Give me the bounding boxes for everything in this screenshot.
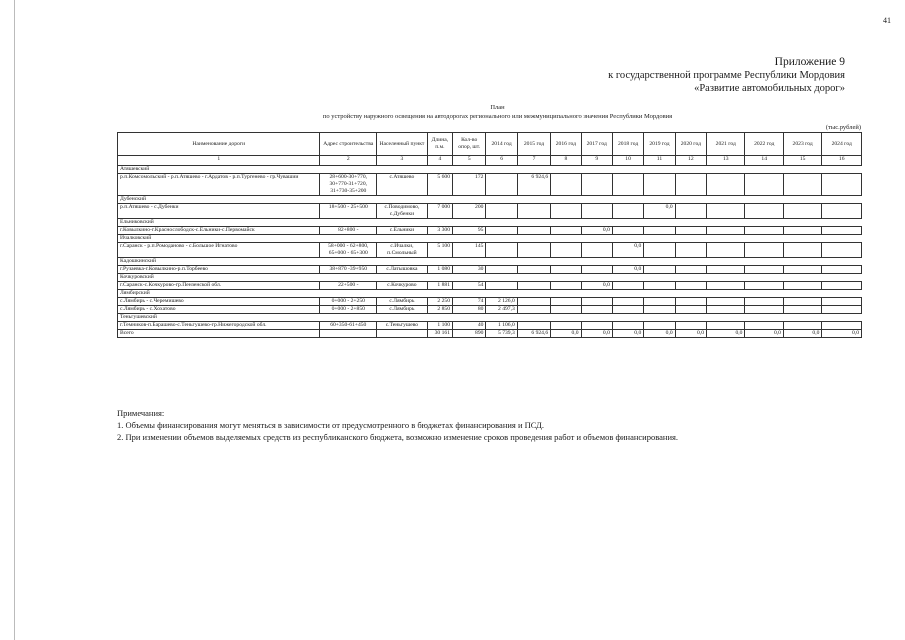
note-item-2: 2. При изменении объемов выделяемых средств из республиканского бюджета, возможно изменение сроков проведения работ и объемов финансирования. — [117, 432, 679, 442]
column-header: Длина, п.м. — [427, 133, 452, 156]
table-cell: с.Лямбирь - с.Черемишево — [118, 298, 320, 306]
column-number: 10 — [612, 156, 643, 166]
table-cell — [644, 243, 675, 258]
table-cell — [644, 282, 675, 290]
table-cell — [783, 243, 821, 258]
region-row — [118, 314, 862, 322]
table-cell — [581, 298, 612, 306]
table-cell — [822, 174, 862, 196]
table-cell: 6 924,6 — [517, 174, 550, 196]
table-cell: 2 126,0 — [486, 298, 517, 306]
region-row — [118, 274, 862, 282]
table-cell: г.Ковылкино-г.Краснослободск-с.Ельники-с.Первомайск — [118, 227, 320, 235]
table-cell — [675, 204, 706, 219]
total-cell: 890 — [453, 330, 486, 338]
column-header: 2017 год — [581, 133, 612, 156]
table-cell — [745, 227, 783, 235]
column-header: Населенный пункт — [377, 133, 428, 156]
region-name: Атяшевский — [118, 166, 862, 174]
column-number: 7 — [517, 156, 550, 166]
column-header: 2021 год — [707, 133, 745, 156]
table-cell — [551, 227, 581, 235]
column-header: 2020 год — [675, 133, 706, 156]
table-cell: г.Рузаевка-г.Ковылкино-р.п.Торбеево — [118, 266, 320, 274]
column-number: 8 — [551, 156, 581, 166]
column-number: 3 — [377, 156, 428, 166]
table-cell — [644, 322, 675, 330]
region-row — [118, 196, 862, 204]
plan-title: План — [490, 104, 505, 111]
table-cell — [486, 243, 517, 258]
table-cell — [612, 282, 643, 290]
column-number: 15 — [783, 156, 821, 166]
region-row — [118, 166, 862, 174]
region-name: Кадошкинский — [118, 258, 862, 266]
table-cell — [517, 204, 550, 219]
table-cell: 1 080 — [427, 266, 452, 274]
total-cell: 0,0 — [551, 330, 581, 338]
table-cell: с.Лямбирь — [377, 306, 428, 314]
total-cell: 5 739,3 — [486, 330, 517, 338]
appendix-title: Приложение 9 — [774, 56, 845, 68]
table-cell — [551, 266, 581, 274]
total-cell: 0,0 — [612, 330, 643, 338]
table-cell: г.Саранск - р.п.Ромоданово - с.Большое Игнатово — [118, 243, 320, 258]
total-cell: 0,0 — [707, 330, 745, 338]
total-row — [118, 330, 862, 338]
table-cell — [612, 322, 643, 330]
notes-block — [117, 407, 678, 443]
total-cell — [377, 330, 428, 338]
table-cell: 95 — [453, 227, 486, 235]
plan-subtitle: по устройству наружного освещения на автодорогах регионального или межмуниципального значения Республики Мордовия — [322, 113, 673, 120]
scan-edge-line — [14, 0, 15, 640]
table-cell: 145 — [453, 243, 486, 258]
table-cell — [783, 227, 821, 235]
region-name: Кочкуровский — [118, 274, 862, 282]
table-cell — [783, 306, 821, 314]
column-header: Наименование дороги — [118, 133, 320, 156]
table-cell: с.Теньгушево — [377, 322, 428, 330]
column-number: 6 — [486, 156, 517, 166]
column-header: 2019 год — [644, 133, 675, 156]
table-cell — [707, 204, 745, 219]
table-cell: 5 600 — [427, 174, 452, 196]
table-cell — [783, 322, 821, 330]
table-cell — [745, 282, 783, 290]
appendix-program: к государственной программе Республики Мордовия — [608, 70, 845, 81]
table-cell — [707, 243, 745, 258]
table-cell: 80 — [453, 306, 486, 314]
table-cell: 0,0 — [581, 227, 612, 235]
total-cell — [320, 330, 377, 338]
table-row — [118, 227, 862, 235]
table-cell: 40 — [453, 322, 486, 330]
table-cell: 1 881 — [427, 282, 452, 290]
table-cell: 2 250 — [427, 298, 452, 306]
column-header: 2022 год — [745, 133, 783, 156]
table-cell: 30 — [453, 266, 486, 274]
table-cell — [707, 306, 745, 314]
table-cell: 2 497,3 — [486, 306, 517, 314]
table-cell — [551, 298, 581, 306]
table-cell — [581, 306, 612, 314]
table-cell: 60+350-61+450 — [320, 322, 377, 330]
total-cell: 0,0 — [581, 330, 612, 338]
table-cell — [551, 322, 581, 330]
column-header: 2016 год — [551, 133, 581, 156]
table-cell: р.п.Комсомольский - р.п.Атяшево - г.Ардатов - р.п.Тургенево - гр.Чувашии — [118, 174, 320, 196]
table-row — [118, 174, 862, 196]
column-number: 12 — [675, 156, 706, 166]
table-cell — [675, 282, 706, 290]
table-cell: 38+870 -39+950 — [320, 266, 377, 274]
table-cell — [745, 298, 783, 306]
table-cell — [517, 298, 550, 306]
table-cell: с.Ельники — [377, 227, 428, 235]
column-number: 5 — [453, 156, 486, 166]
table-cell — [675, 322, 706, 330]
table-row — [118, 306, 862, 314]
table-cell — [675, 227, 706, 235]
column-header: 2018 год — [612, 133, 643, 156]
note-item-1: 1. Объемы финансирования могут меняться в зависимости от предусмотренного в бюджетах финансирования и ПСД. — [117, 420, 544, 430]
table-cell: р.п.Атяшево - с.Дубенки — [118, 204, 320, 219]
table-cell: с.Лямбирь — [377, 298, 428, 306]
table-row — [118, 322, 862, 330]
table-cell — [707, 298, 745, 306]
column-number: 16 — [822, 156, 862, 166]
table-cell — [707, 282, 745, 290]
column-number: 9 — [581, 156, 612, 166]
table-cell — [675, 298, 706, 306]
table-cell — [612, 298, 643, 306]
table-cell — [517, 282, 550, 290]
table-cell — [745, 204, 783, 219]
table-cell — [822, 204, 862, 219]
table-cell: 18+500 - 25+500 — [320, 204, 377, 219]
column-header: Адрес строительства — [320, 133, 377, 156]
table-cell — [707, 266, 745, 274]
table-cell — [551, 204, 581, 219]
table-cell — [551, 282, 581, 290]
table-row — [118, 243, 862, 258]
total-cell: Всего — [118, 330, 320, 338]
region-name: Ельниковский — [118, 219, 862, 227]
table-cell — [486, 174, 517, 196]
table-cell — [675, 174, 706, 196]
total-cell: 0,0 — [644, 330, 675, 338]
table-cell: 28+600-30+770, 30+770-31+720, 31+730-35+200 — [320, 174, 377, 196]
column-number: 11 — [644, 156, 675, 166]
table-cell — [486, 282, 517, 290]
appendix-block — [608, 56, 845, 95]
column-number: 1 — [118, 156, 320, 166]
column-header: 2024 год — [822, 133, 862, 156]
column-header: Кол-во опор, шт. — [453, 133, 486, 156]
table-cell: 3 300 — [427, 227, 452, 235]
table-cell — [517, 227, 550, 235]
table-cell — [783, 298, 821, 306]
table-row — [118, 266, 862, 274]
table-cell — [675, 243, 706, 258]
table-cell — [675, 306, 706, 314]
unit-label: (тыс.рублей) — [825, 124, 861, 131]
table-cell — [612, 204, 643, 219]
table-cell — [822, 243, 862, 258]
table-cell — [581, 243, 612, 258]
table-cell — [707, 174, 745, 196]
table-cell — [675, 266, 706, 274]
table-cell — [822, 266, 862, 274]
table-cell — [486, 266, 517, 274]
table-cell: 22+500 - — [320, 282, 377, 290]
table-cell: с.Латышовка — [377, 266, 428, 274]
table-cell: 0,0 — [612, 243, 643, 258]
table-cell: 172 — [453, 174, 486, 196]
column-number: 2 — [320, 156, 377, 166]
total-cell: 0,0 — [783, 330, 821, 338]
total-cell: 0,0 — [745, 330, 783, 338]
region-row — [118, 235, 862, 243]
table-cell — [644, 306, 675, 314]
table-cell — [517, 306, 550, 314]
table-cell — [822, 322, 862, 330]
table-cell — [707, 227, 745, 235]
table-cell — [551, 174, 581, 196]
column-header: 2015 год — [517, 133, 550, 156]
table-cell — [517, 243, 550, 258]
table-cell — [551, 306, 581, 314]
region-name: Дубенский — [118, 196, 862, 204]
table-cell — [707, 322, 745, 330]
table-cell — [612, 306, 643, 314]
table-cell — [822, 298, 862, 306]
table-cell — [581, 204, 612, 219]
column-number: 13 — [707, 156, 745, 166]
table-row — [118, 282, 862, 290]
table-cell — [783, 204, 821, 219]
table-cell: 0,0 — [581, 282, 612, 290]
table-cell — [783, 282, 821, 290]
table-cell: 7 000 — [427, 204, 452, 219]
column-number: 4 — [427, 156, 452, 166]
table-row — [118, 204, 862, 219]
table-cell: с.Лямбирь - с.Хохатово — [118, 306, 320, 314]
column-header: 2014 год — [486, 133, 517, 156]
table-cell: 2 850 — [427, 306, 452, 314]
table-cell — [822, 227, 862, 235]
table-cell — [745, 174, 783, 196]
table-cell: 5 100 — [427, 243, 452, 258]
table-cell — [581, 266, 612, 274]
total-cell: 0,0 — [675, 330, 706, 338]
table-cell: с.Кочкурово — [377, 282, 428, 290]
total-cell: 0,0 — [822, 330, 862, 338]
region-name: Ичалковский — [118, 235, 862, 243]
table-cell — [612, 227, 643, 235]
table-cell — [486, 227, 517, 235]
region-name: Теньгушевский — [118, 314, 862, 322]
table-cell — [745, 243, 783, 258]
header-row — [118, 133, 862, 156]
table-row — [118, 298, 862, 306]
column-number-row — [118, 156, 862, 166]
table-cell — [822, 306, 862, 314]
column-number: 14 — [745, 156, 783, 166]
region-row — [118, 219, 862, 227]
table-cell — [551, 243, 581, 258]
table-cell — [644, 227, 675, 235]
region-row — [118, 290, 862, 298]
table-cell: г.Саранск-с.Кочкурово-гр.Пензенской обл. — [118, 282, 320, 290]
table-cell: 82+800 - — [320, 227, 377, 235]
table-cell — [581, 322, 612, 330]
table-cell — [783, 266, 821, 274]
region-row — [118, 258, 862, 266]
table-cell: 0+000 - 2+850 — [320, 306, 377, 314]
table-cell: 0+000 - 2+250 — [320, 298, 377, 306]
table-cell: с.Атяшево — [377, 174, 428, 196]
table-cell: 58+000 - 62+800, 65+000 - 65+300 — [320, 243, 377, 258]
table-cell: с.Поводимово, с.Дубенки — [377, 204, 428, 219]
table-cell: г.Темников-п.Барашево-с.Теньгушево-гр.Нижегородской обл. — [118, 322, 320, 330]
table-cell: с.Ичалки, п.Смольный — [377, 243, 428, 258]
table-cell: 74 — [453, 298, 486, 306]
table-cell — [745, 266, 783, 274]
plan-table — [117, 132, 862, 338]
table-cell — [644, 266, 675, 274]
table-cell: 0,0 — [644, 204, 675, 219]
table-cell — [644, 174, 675, 196]
table-cell — [745, 322, 783, 330]
table-cell: 1 106,0 — [486, 322, 517, 330]
table-cell — [486, 204, 517, 219]
table-cell: 1 100 — [427, 322, 452, 330]
region-name: Лямбирский — [118, 290, 862, 298]
table-cell: 54 — [453, 282, 486, 290]
notes-title: Примечания: — [117, 408, 165, 418]
table-cell — [517, 322, 550, 330]
table-cell — [822, 282, 862, 290]
appendix-program-name: «Развитие автомобильных дорог» — [694, 83, 845, 94]
table-cell — [745, 306, 783, 314]
total-cell: 6 924,6 — [517, 330, 550, 338]
table-cell — [783, 174, 821, 196]
table-cell — [517, 266, 550, 274]
table-cell: 0,0 — [612, 266, 643, 274]
table-cell — [581, 174, 612, 196]
table-cell: 200 — [453, 204, 486, 219]
page-number: 41 — [883, 16, 891, 25]
table-cell — [644, 298, 675, 306]
total-cell: 30 161 — [427, 330, 452, 338]
table-cell — [612, 174, 643, 196]
column-header: 2023 год — [783, 133, 821, 156]
